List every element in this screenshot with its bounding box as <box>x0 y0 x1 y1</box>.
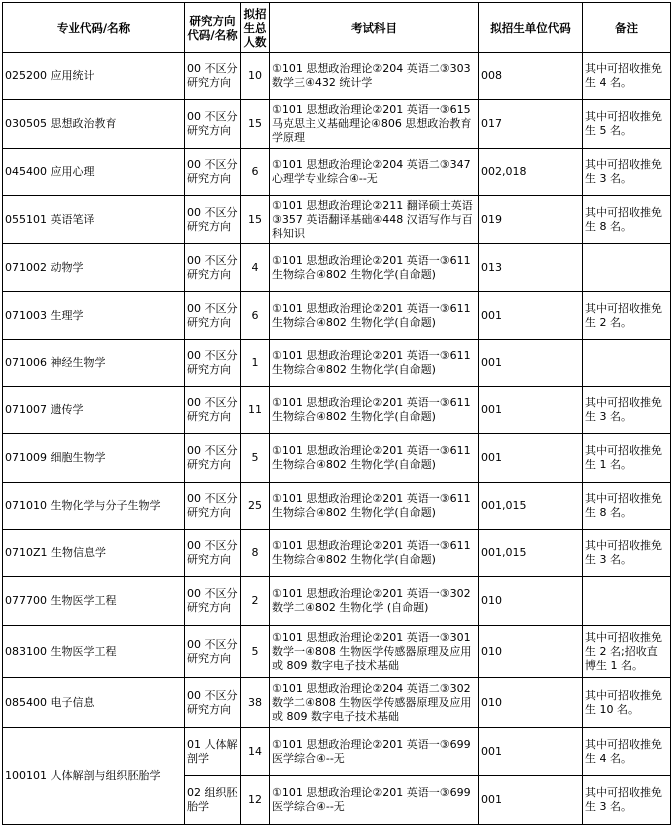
cell-count: 1 <box>241 340 270 387</box>
cell-unit: 010 <box>479 626 583 678</box>
cell-direction: 00 不区分研究方向 <box>185 577 241 626</box>
table-row <box>3 196 671 244</box>
table-row <box>3 678 671 728</box>
cell-major: 0710Z1 生物信息学 <box>3 530 185 577</box>
header-major: 专业代码/名称 <box>3 3 185 53</box>
header-count: 拟招生总人数 <box>241 3 270 53</box>
cell-direction: 00 不区分研究方向 <box>185 292 241 340</box>
cell-direction: 00 不区分研究方向 <box>185 100 241 149</box>
cell-unit: 001 <box>479 776 583 825</box>
cell-direction: 00 不区分研究方向 <box>185 196 241 244</box>
header-direction: 研究方向代码/名称 <box>185 3 241 53</box>
cell-direction: 02 组织胚胎学 <box>185 776 241 825</box>
cell-note: 其中可招收推免生 10 名。 <box>583 678 671 728</box>
cell-major: 071010 生物化学与分子生物学 <box>3 483 185 530</box>
cell-subjects: ①101 思想政治理论②201 英语一③302 数学二④802 生物化学 (自命题) <box>270 577 479 626</box>
cell-count: 15 <box>241 196 270 244</box>
cell-note: 其中可招收推免生 4 名。 <box>583 53 671 100</box>
table-row <box>3 530 671 577</box>
admissions-table <box>2 2 671 825</box>
cell-count: 12 <box>241 776 270 825</box>
cell-major: 045400 应用心理 <box>3 149 185 196</box>
table-row <box>3 626 671 678</box>
cell-major: 077700 生物医学工程 <box>3 577 185 626</box>
cell-subjects: ①101 思想政治理论②201 英语一③611 生物综合④802 生物化学(自命题) <box>270 387 479 434</box>
cell-major-merged: 100101 人体解剖与组织胚胎学 <box>3 728 185 825</box>
cell-unit: 002,018 <box>479 149 583 196</box>
cell-note: 其中可招收推免生 3 名。 <box>583 149 671 196</box>
cell-subjects: ①101 思想政治理论②201 英语一③611 生物综合④802 生物化学(自命题) <box>270 530 479 577</box>
cell-subjects: ①101 思想政治理论②201 英语一③611 生物综合④802 生物化学(自命题) <box>270 292 479 340</box>
cell-note: 其中可招收推免生 1 名。 <box>583 434 671 483</box>
cell-subjects: ①101 思想政治理论②201 英语一③611 生物综合④802 生物化学(自命题) <box>270 483 479 530</box>
table-row <box>3 100 671 149</box>
cell-unit: 001 <box>479 387 583 434</box>
cell-major: 025200 应用统计 <box>3 53 185 100</box>
cell-count: 2 <box>241 577 270 626</box>
table-row <box>3 577 671 626</box>
cell-unit: 008 <box>479 53 583 100</box>
cell-subjects: ①101 思想政治理论②204 英语二③303 数学三④432 统计学 <box>270 53 479 100</box>
cell-note <box>583 577 671 626</box>
cell-major: 071009 细胞生物学 <box>3 434 185 483</box>
cell-note: 其中可招收推免生 3 名。 <box>583 530 671 577</box>
cell-count: 5 <box>241 626 270 678</box>
cell-note <box>583 340 671 387</box>
cell-unit: 010 <box>479 678 583 728</box>
header-row <box>3 3 671 53</box>
cell-direction: 00 不区分研究方向 <box>185 483 241 530</box>
cell-note: 其中可招收推免生 8 名。 <box>583 483 671 530</box>
cell-unit: 017 <box>479 100 583 149</box>
table-row <box>3 434 671 483</box>
cell-subjects: ①101 思想政治理论②201 英语一③611 生物综合④802 生物化学(自命题) <box>270 434 479 483</box>
cell-note: 其中可招收推免生 3 名。 <box>583 387 671 434</box>
cell-major: 083100 生物医学工程 <box>3 626 185 678</box>
cell-note <box>583 244 671 292</box>
cell-count: 38 <box>241 678 270 728</box>
cell-subjects: ①101 思想政治理论②201 英语一③611 生物综合④802 生物化学(自命题) <box>270 340 479 387</box>
cell-major: 071007 遗传学 <box>3 387 185 434</box>
cell-note: 其中可招收推免生 5 名。 <box>583 100 671 149</box>
cell-direction: 00 不区分研究方向 <box>185 53 241 100</box>
cell-direction: 00 不区分研究方向 <box>185 530 241 577</box>
table-row <box>3 149 671 196</box>
table-row <box>3 387 671 434</box>
cell-major: 085400 电子信息 <box>3 678 185 728</box>
cell-count: 6 <box>241 149 270 196</box>
cell-subjects: ①101 思想政治理论②201 英语一③699 医学综合④--无 <box>270 776 479 825</box>
cell-unit: 001 <box>479 728 583 776</box>
cell-direction: 00 不区分研究方向 <box>185 149 241 196</box>
cell-count: 4 <box>241 244 270 292</box>
cell-subjects: ①101 思想政治理论②201 英语一③615 马克思主义基础理论④806 思想政治教育学原理 <box>270 100 479 149</box>
cell-unit: 019 <box>479 196 583 244</box>
header-subjects: 考试科目 <box>270 3 479 53</box>
cell-major: 030505 思想政治教育 <box>3 100 185 149</box>
cell-count: 14 <box>241 728 270 776</box>
cell-count: 10 <box>241 53 270 100</box>
cell-direction: 00 不区分研究方向 <box>185 387 241 434</box>
cell-major: 071006 神经生物学 <box>3 340 185 387</box>
cell-direction: 01 人体解剖学 <box>185 728 241 776</box>
cell-unit: 001 <box>479 434 583 483</box>
cell-unit: 001,015 <box>479 530 583 577</box>
cell-unit: 013 <box>479 244 583 292</box>
cell-count: 5 <box>241 434 270 483</box>
cell-direction: 00 不区分研究方向 <box>185 244 241 292</box>
cell-subjects: ①101 思想政治理论②204 英语二③302 数学二④808 生物医学传感器原理及应用或 809 数字电子技术基础 <box>270 678 479 728</box>
table-row <box>3 53 671 100</box>
cell-count: 8 <box>241 530 270 577</box>
cell-subjects: ①101 思想政治理论②201 英语一③301 数学一④808 生物医学传感器原理及应用或 809 数字电子技术基础 <box>270 626 479 678</box>
header-note: 备注 <box>583 3 671 53</box>
cell-major: 055101 英语笔译 <box>3 196 185 244</box>
table-row <box>3 728 671 776</box>
table-body <box>3 53 671 825</box>
cell-direction: 00 不区分研究方向 <box>185 626 241 678</box>
cell-unit: 001 <box>479 292 583 340</box>
header-unit: 拟招生单位代码 <box>479 3 583 53</box>
cell-major: 071002 动物学 <box>3 244 185 292</box>
table-row <box>3 244 671 292</box>
cell-note: 其中可招收推免生 8 名。 <box>583 196 671 244</box>
cell-count: 25 <box>241 483 270 530</box>
cell-subjects: ①101 思想政治理论②201 英语一③699 医学综合④--无 <box>270 728 479 776</box>
cell-subjects: ①101 思想政治理论②211 翻译硕士英语③357 英语翻译基础④448 汉语写作与百科知识 <box>270 196 479 244</box>
cell-subjects: ①101 思想政治理论②201 英语一③611 生物综合④802 生物化学(自命题) <box>270 244 479 292</box>
cell-subjects: ①101 思想政治理论②204 英语二③347 心理学专业综合④--无 <box>270 149 479 196</box>
table-row <box>3 340 671 387</box>
cell-major: 071003 生理学 <box>3 292 185 340</box>
cell-note: 其中可招收推免生 2 名。 <box>583 292 671 340</box>
cell-unit: 010 <box>479 577 583 626</box>
cell-note: 其中可招收推免生 2 名;招收直博生 1 名。 <box>583 626 671 678</box>
cell-direction: 00 不区分研究方向 <box>185 678 241 728</box>
table-row <box>3 292 671 340</box>
cell-unit: 001 <box>479 340 583 387</box>
cell-direction: 00 不区分研究方向 <box>185 434 241 483</box>
cell-note: 其中可招收推免生 3 名。 <box>583 776 671 825</box>
cell-note: 其中可招收推免生 4 名。 <box>583 728 671 776</box>
table-row <box>3 483 671 530</box>
cell-unit: 001,015 <box>479 483 583 530</box>
cell-count: 6 <box>241 292 270 340</box>
cell-count: 15 <box>241 100 270 149</box>
cell-count: 11 <box>241 387 270 434</box>
cell-direction: 00 不区分研究方向 <box>185 340 241 387</box>
